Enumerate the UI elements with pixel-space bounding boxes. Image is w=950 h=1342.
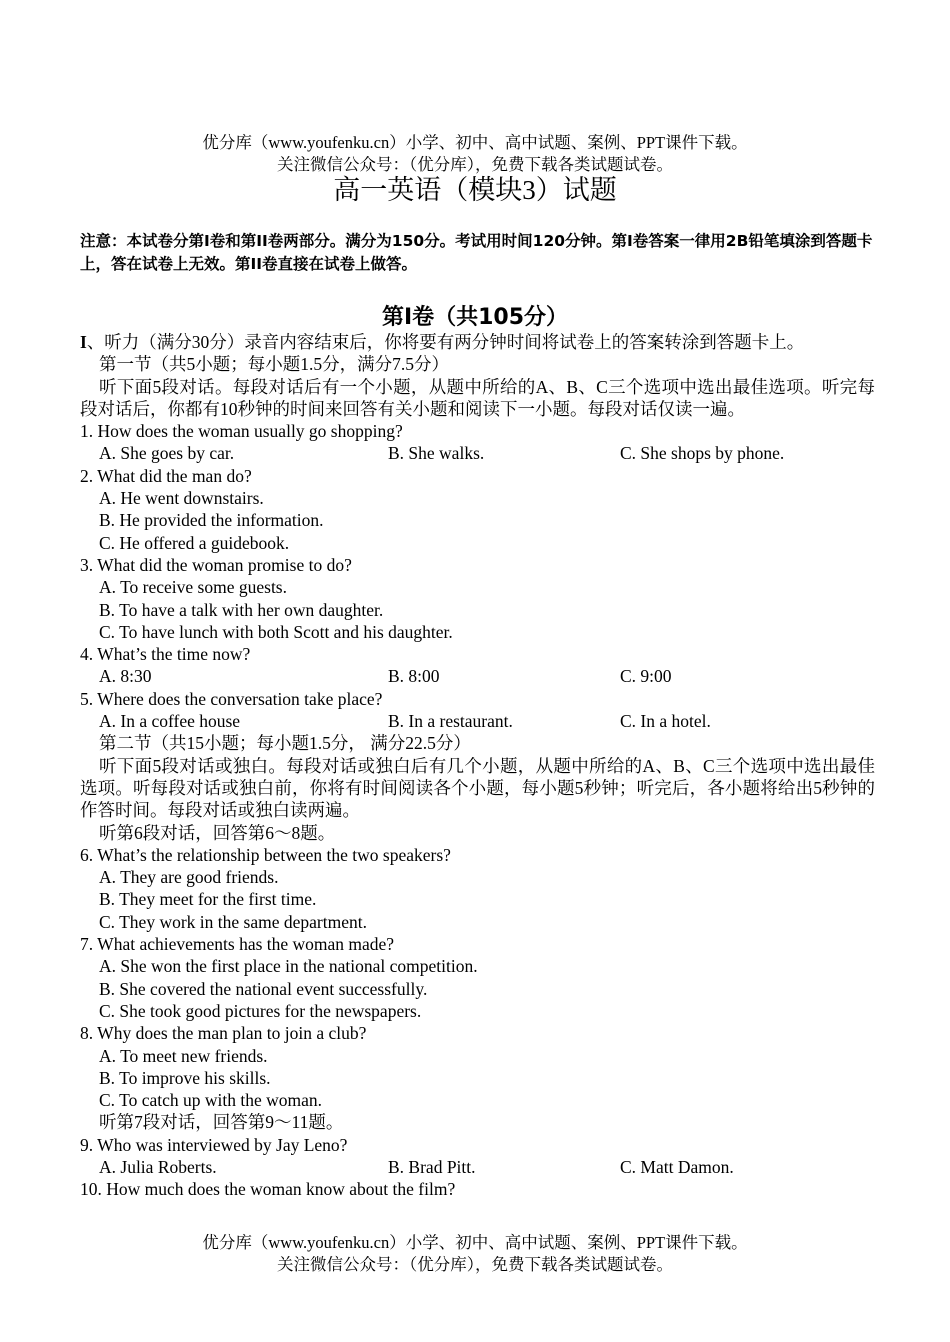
option-b: B. They meet for the first time. [99, 889, 317, 910]
question-7-stem: 7. What achievements has the woman made? [80, 934, 395, 955]
section-heading [80, 331, 875, 353]
option-c: C. They work in the same department. [99, 911, 367, 932]
question-9-options [80, 1156, 875, 1178]
option-b: B. She walks. [388, 443, 485, 464]
option-a: A. He went downstairs. [99, 488, 264, 509]
section-instructions-2: 听下面5段对话或独白。每段对话或独白后有几个小题，从题中所给的A、B、C三个选项中选出最佳选项。听每段对话或独白前，你将有时间阅读各个小题，每小题5秒钟；听完后，各小题将给出5秒钟的作答时间。每段对话或独白读两遍。 [80, 755, 875, 821]
option-c: C. To have lunch with both Scott and his daughter. [99, 621, 453, 642]
option-b: B. 8:00 [388, 666, 440, 687]
section-instructions-1: 听下面5段对话。每段对话后有一个小题，从题中所给的A、B、C三个选项中选出最佳选项。听完每段对话后，你都有10秒钟的时间来回答有关小题和阅读下一小题。每段对话仅读一遍。 [80, 376, 875, 419]
question-1-options [80, 442, 875, 464]
question-2-stem: 2. What did the man do? [80, 465, 252, 486]
option-c: C. 9:00 [620, 666, 672, 687]
option-a: A. She goes by car. [99, 443, 235, 464]
option-c: C. He offered a guidebook. [99, 532, 290, 553]
option-b: B. In a restaurant. [388, 711, 513, 732]
option-b: B. To improve his skills. [99, 1067, 271, 1088]
header-line-1: 优分库（www.youfenku.cn）小学、初中、高中试题、案例、PPT课件下载。 [202, 133, 748, 152]
question-1-stem: 1. How does the woman usually go shopping? [80, 421, 403, 442]
section-heading-text: 、听力（满分30分）录音内容结束后，你将要有两分钟时间将试卷上的答案转涂到答题卡上。 [86, 332, 805, 352]
section-heading-prefix: I [80, 332, 87, 352]
option-a: A. In a coffee house [99, 711, 241, 732]
question-9-stem: 9. Who was interviewed by Jay Leno? [80, 1134, 348, 1155]
question-4-options [80, 665, 875, 687]
option-c: C. To catch up with the woman. [99, 1090, 322, 1111]
question-6-stem: 6. What’s the relationship between the two speakers? [80, 844, 451, 865]
footer-line-1: 优分库（www.youfenku.cn）小学、初中、高中试题、案例、PPT课件下载。 [202, 1233, 748, 1252]
option-a: A. To meet new friends. [99, 1045, 268, 1066]
option-c: C. In a hotel. [620, 711, 711, 732]
exam-notice: 注意：本试卷分第Ⅰ卷和第ⅠⅠ卷两部分。满分为150分。考试用时间120分钟。第Ⅰ卷答案一律用2B铅笔填涂到答题卡上，答在试卷上无效。第ⅠⅠ卷直接在试卷上做答。 [80, 232, 873, 273]
section-sub2: 第二节（共15小题；每小题1.5分， 满分22.5分） [99, 733, 471, 754]
question-5-stem: 5. Where does the conversation take place? [80, 688, 383, 709]
option-c: C. She took good pictures for the newspapers. [99, 1000, 422, 1021]
option-a: A. She won the first place in the national competition. [99, 956, 478, 977]
option-b: B. She covered the national event successfully. [99, 978, 428, 999]
header-line-2: 关注微信公众号：（优分库），免费下载各类试题试卷。 [277, 155, 673, 174]
option-a: A. To receive some guests. [99, 577, 287, 598]
option-a: A. Julia Roberts. [99, 1156, 217, 1177]
section-sub1: 第一节（共5小题；每小题1.5分，满分7.5分） [99, 354, 449, 375]
question-5-options [80, 710, 875, 732]
dialogue-6-note: 听第6段对话，回答第6～8题。 [99, 822, 336, 843]
question-8-stem: 8. Why does the man plan to join a club? [80, 1023, 367, 1044]
dialogue-7-note: 听第7段对话，回答第9～11题。 [99, 1112, 344, 1133]
exam-body [80, 331, 875, 1201]
option-c: C. Matt Damon. [620, 1156, 734, 1177]
option-c: C. She shops by phone. [620, 443, 785, 464]
question-4-stem: 4. What’s the time now? [80, 644, 251, 665]
part-title: 第Ⅰ卷（共105分） [381, 305, 569, 330]
option-b: B. Brad Pitt. [388, 1156, 476, 1177]
option-b: B. He provided the information. [99, 510, 324, 531]
option-a: A. 8:30 [99, 666, 152, 687]
question-3-stem: 3. What did the woman promise to do? [80, 554, 352, 575]
footer-line-2: 关注微信公众号：（优分库），免费下载各类试题试卷。 [277, 1255, 673, 1274]
option-a: A. They are good friends. [99, 867, 279, 888]
question-10-stem: 10. How much does the woman know about the film? [80, 1179, 456, 1200]
page-title: 高一英语（模块3）试题 [333, 175, 617, 205]
option-b: B. To have a talk with her own daughter. [99, 599, 384, 620]
